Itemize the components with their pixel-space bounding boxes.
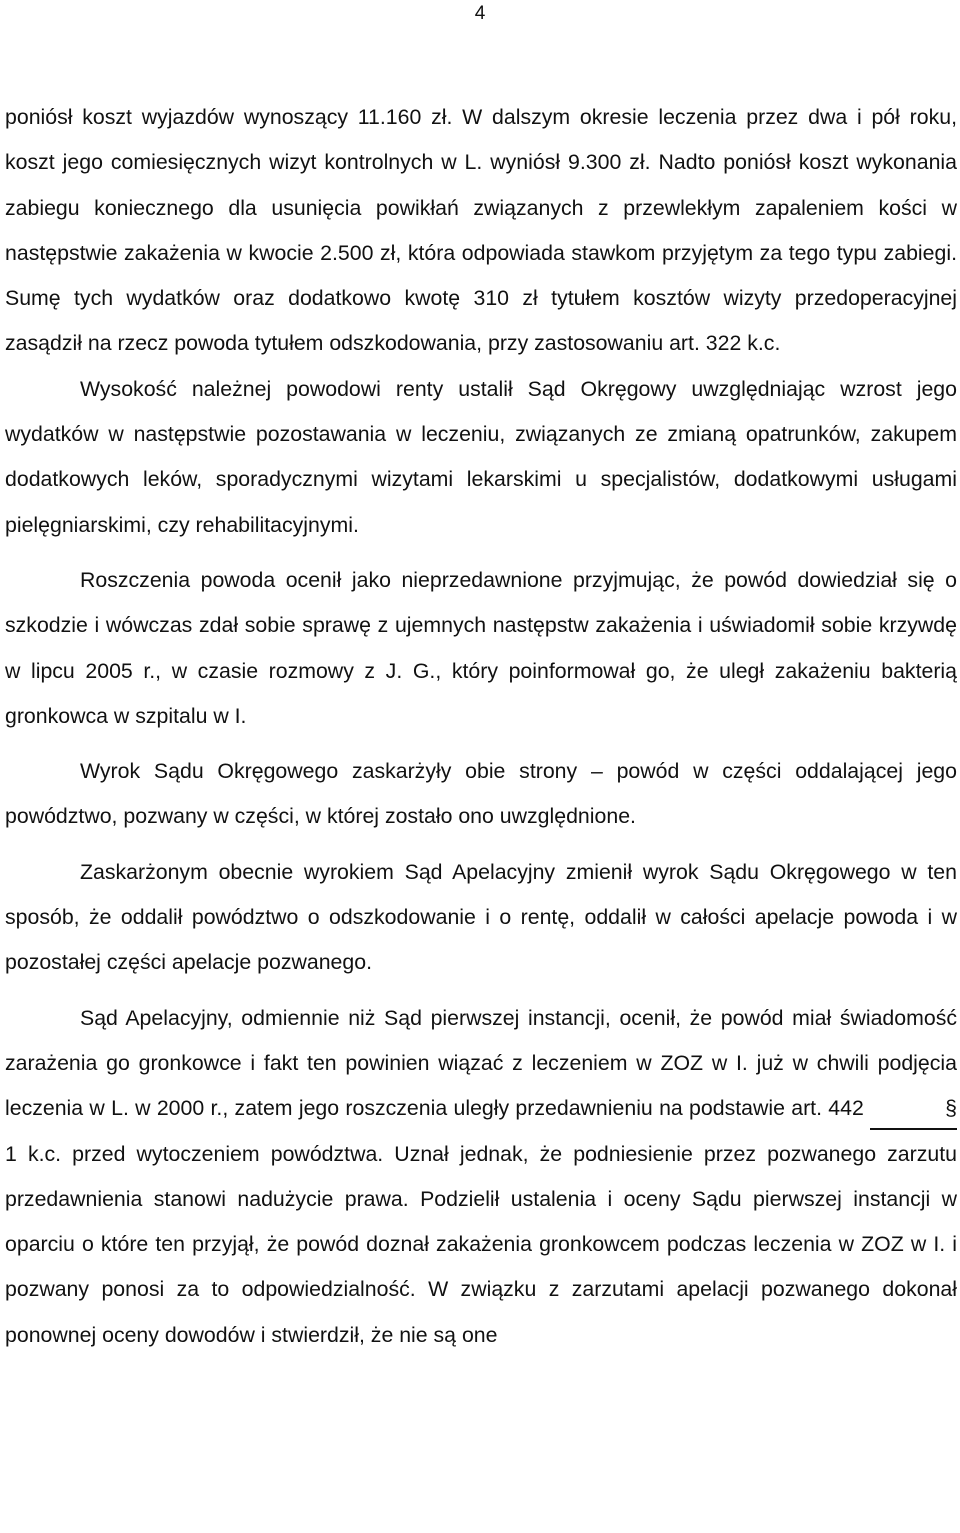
reasoning-text-after-sign: 1 k.c. przed wytoczeniem powództwa. Uznał jednak, że podniesienie przez pozwanego zarzutu przedawnienia stanowi nadużycie prawa. Podzielił ustalenia i oceny Sądu pierwszej instancji w oparciu o które ten przyjął, że powód doznał zakażenia gronkowcem podczas leczenia w ZOZ w I. i pozwany ponosi za to odpowiedzialność. W związku z zarzutami apelacji pozwanego dokonał ponownej oceny dowodów i stwierdził, że nie są one <box>5 1141 957 1347</box>
paragraph-appellate-reasoning <box>5 996 957 1358</box>
page-number: 4 <box>474 3 486 24</box>
paragraph-appeals: Wyrok Sądu Okręgowego zaskarżyły obie strony – powód w części oddalającej jego powództwo, pozwany w części, w której zostało ono uwzględnione. <box>5 759 957 829</box>
paragraph-costs: poniósł koszt wyjazdów wynoszący 11.160 zł. W dalszym okresie leczenia przez dwa i pół roku, koszt jego comiesięcznych wizyt kontrolnych w L. wyniósł 9.300 zł. Nadto poniósł koszt wykonania zabiegu koniecznego dla usunięcia powikłań związanych z przewlekłym zapaleniem kości w następstwie zakażenia w kwocie 2.500 zł, która odpowiada stawkom przyjętym za tego typu zabiegi. Sumę tych wydatków oraz dodatkowo kwotę 310 zł tytułem kosztów wizyty przedoperacyjnej zasądził na rzecz powoda tytułem odszkodowania, przy zastosowaniu art. 322 k.c. <box>5 105 957 356</box>
paragraph-pension: Wysokość należnej powodowi renty ustalił Sąd Okręgowy uwzględniając wzrost jego wydatków w następstwie pozostawania w leczeniu, związanych ze zmianą opatrunków, zakupem dodatkowych leków, sporadycznymi wizytami lekarskimi u specjalistów, dodatkowymi usługami pielęgniarskimi, czy rehabilitacyjnymi. <box>5 376 957 537</box>
document-body <box>5 95 957 1358</box>
paragraph-limitation: Roszczenia powoda ocenił jako nieprzedawnione przyjmując, że powód dowiedział się o szkodzie i wówczas zdał sobie sprawę z ujemnych następstw zakażenia i uświadomił sobie krzywdę w lipcu 2005 r., w czasie rozmowy z J. G., który poinformował go, że uległ zakażeniu bakterią gronkowca w szpitalu w I. <box>5 567 957 728</box>
section-sign: § <box>870 1086 957 1131</box>
reasoning-text-before-sign: Sąd Apelacyjny, odmiennie niż Sąd pierwszej instancji, ocenił, że powód miał świadomość zarażenia go gronkowce i fakt ten powinien wiązać z leczeniem w ZOZ w I. już w chwili podjęcia leczenia w L. w 2000 r., zatem jego roszczenia uległy przedawnieniu na podstawie art. 442 <box>5 1005 957 1121</box>
paragraph-appellate-judgment: Zaskarżonym obecnie wyrokiem Sąd Apelacyjny zmienił wyrok Sądu Okręgowego w ten sposób, że oddalił powództwo o odszkodowanie i o rentę, oddalił w całości apelacje powoda i w pozostałej części apelacje pozwanego. <box>5 859 957 975</box>
